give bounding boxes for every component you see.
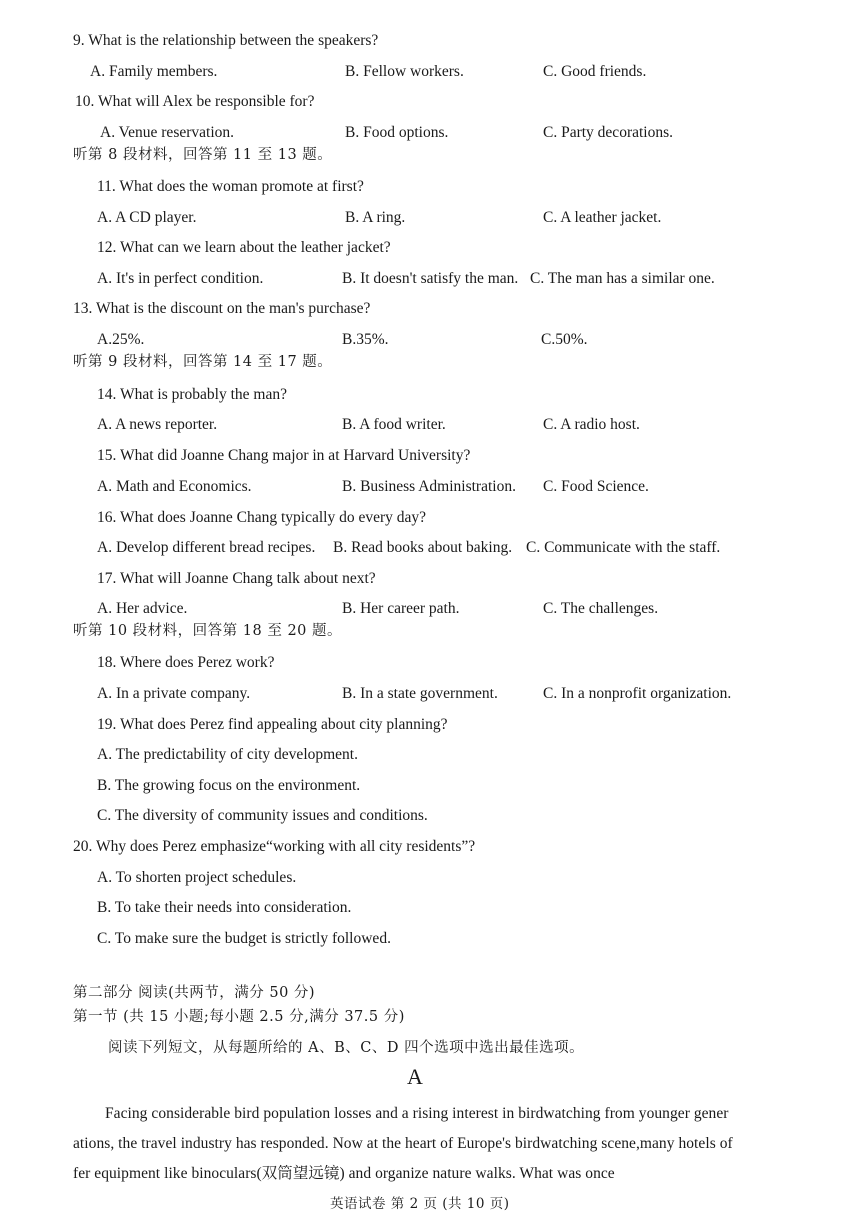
q16-option-c: C. Communicate with the staff. — [526, 539, 721, 556]
question-9: 9. What is the relationship between the speakers? — [73, 32, 379, 49]
q14-option-b: B. A food writer. — [342, 416, 446, 433]
q16-option-b: B. Read books about baking. — [333, 539, 513, 556]
q10-option-b: B. Food options. — [345, 124, 449, 141]
part-two-title: 第二部分 阅读(共两节，满分 50 分) — [73, 985, 316, 1001]
question-16: 16. What does Joanne Chang typically do every day? — [97, 509, 426, 526]
q12-option-b: B. It doesn't satisfy the man. — [342, 270, 519, 287]
q18-option-a: A. In a private company. — [97, 685, 251, 702]
q14-option-a: A. A news reporter. — [97, 416, 218, 433]
section-header-9: 听第 9 段材料，回答第 14 至 17 题。 — [73, 354, 333, 370]
q13-option-a: A.25%. — [97, 331, 145, 348]
passage-line-2: ations, the travel industry has responded. Now at the heart of Europe's birdwatching scene,many hotels of — [73, 1135, 733, 1152]
q18-option-b: B. In a state government. — [342, 685, 498, 702]
q20-option-c: C. To make sure the budget is strictly followed. — [97, 930, 391, 947]
question-15: 15. What did Joanne Chang major in at Harvard University? — [97, 447, 471, 464]
q9-option-a: A. Family members. — [90, 63, 218, 80]
q10-option-a: A. Venue reservation. — [100, 124, 235, 141]
reading-instruction: 阅读下列短文，从每题所给的 A、B、C、D 四个选项中选出最佳选项。 — [108, 1040, 585, 1056]
q19-option-a: A. The predictability of city development. — [97, 746, 358, 763]
section-header-8: 听第 8 段材料，回答第 11 至 13 题。 — [73, 147, 333, 163]
q10-option-c: C. Party decorations. — [543, 124, 674, 141]
q11-option-a: A. A CD player. — [97, 209, 197, 226]
question-12: 12. What can we learn about the leather jacket? — [97, 239, 391, 256]
q13-option-c: C.50%. — [541, 331, 588, 348]
q17-option-b: B. Her career path. — [342, 600, 460, 617]
question-11: 11. What does the woman promote at first? — [97, 178, 364, 195]
passage-line-3: fer equipment like binoculars(双筒望远镜) and organize nature walks. What was once — [73, 1165, 615, 1182]
question-13: 13. What is the discount on the man's purchase? — [73, 300, 371, 317]
q11-option-c: C. A leather jacket. — [543, 209, 662, 226]
q17-option-a: A. Her advice. — [97, 600, 188, 617]
q18-option-c: C. In a nonprofit organization. — [543, 685, 732, 702]
page-footer: 英语试卷 第 2 页 (共 10 页) — [330, 1196, 510, 1212]
q17-option-c: C. The challenges. — [543, 600, 659, 617]
section-one-title: 第一节 (共 15 小题;每小题 2.5 分,满分 37.5 分) — [73, 1009, 405, 1025]
question-19: 19. What does Perez find appealing about city planning? — [97, 716, 448, 733]
section-header-10: 听第 10 段材料，回答第 18 至 20 题。 — [73, 623, 343, 639]
q9-option-b: B. Fellow workers. — [345, 63, 464, 80]
q15-option-c: C. Food Science. — [543, 478, 649, 495]
question-20: 20. Why does Perez emphasize“working with all city residents”? — [73, 838, 476, 855]
question-10: 10. What will Alex be responsible for? — [75, 93, 315, 110]
q20-option-a: A. To shorten project schedules. — [97, 869, 297, 886]
q20-option-b: B. To take their needs into consideration. — [97, 899, 352, 916]
q14-option-c: C. A radio host. — [543, 416, 640, 433]
q11-option-b: B. A ring. — [345, 209, 406, 226]
passage-line-1: Facing considerable bird population losses and a rising interest in birdwatching from younger gener — [105, 1105, 729, 1122]
q12-option-a: A. It's in perfect condition. — [97, 270, 264, 287]
q13-option-b: B.35%. — [342, 331, 389, 348]
question-18: 18. Where does Perez work? — [97, 654, 275, 671]
question-14: 14. What is probably the man? — [97, 386, 287, 403]
q16-option-a: A. Develop different bread recipes. — [97, 539, 316, 556]
question-17: 17. What will Joanne Chang talk about next? — [97, 570, 376, 587]
q12-option-c: C. The man has a similar one. — [530, 270, 715, 287]
q19-option-c: C. The diversity of community issues and conditions. — [97, 807, 428, 824]
q15-option-a: A. Math and Economics. — [97, 478, 252, 495]
q15-option-b: B. Business Administration. — [342, 478, 516, 495]
q19-option-b: B. The growing focus on the environment. — [97, 777, 361, 794]
passage-label: A — [407, 1064, 423, 1089]
q9-option-c: C. Good friends. — [543, 63, 647, 80]
